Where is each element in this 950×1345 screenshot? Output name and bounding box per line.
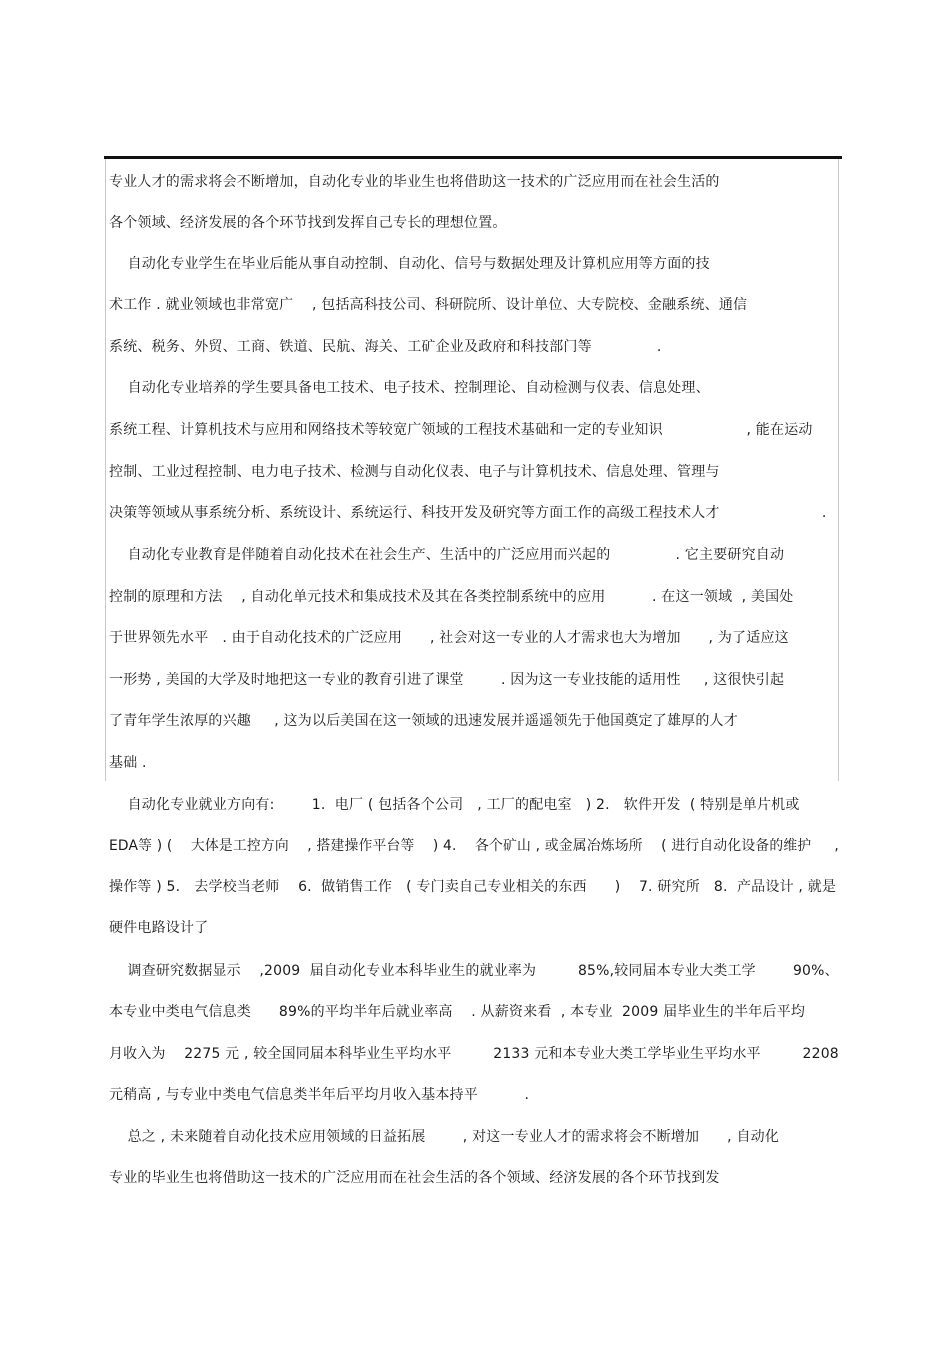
text-line: 了青年学生浓厚的兴趣 , 这为以后美国在这一领域的迅速发展并遥遥领先于他国奠定了雄厚的人才 [109,713,738,729]
text-line: 自动化专业就业方向有: 1. 电厂 ( 包括各个公司 , 工厂的配电室 ) 2. 软件开发 ( 特别是单片机或 [109,797,800,813]
text-line: 本专业中类电气信息类 89%的平均半年后就业率高 . 从薪资来看 , 本专业 2009 届毕业生的半年后平均 [109,1004,806,1020]
text-line: 各个领域、经济发展的各个环节找到发挥自己专长的理想位置。 [109,215,507,231]
text-line: 控制的原理和方法 , 自动化单元技术和集成技术及其在各类控制系统中的应用 . 在这一领域 , 美国处 [109,589,794,605]
text-line: 专业的毕业生也将借助这一技术的广泛应用而在社会生活的各个领域、经济发展的各个环节找到发 [109,1170,720,1186]
text-line: 调查研究数据显示 ,2009 届自动化专业本科毕业生的就业率为 85%,较同届本专业大类工学 90%、 [109,963,839,979]
text-line: 控制、工业过程控制、电力电子技术、检测与自动化仪表、电子与计算机技术、信息处理、管理与 [109,464,720,480]
text-line: 术工作 . 就业领域也非常宽广 , 包括高科技公司、科研院所、设计单位、大专院校、金融系统、通信 [109,297,748,313]
text-line: 自动化专业学生在毕业后能从事自动控制、自动化、信号与数据处理及计算机应用等方面的技 [109,256,710,272]
text-line: 决策等领域从事系统分析、系统设计、系统运行、科技开发及研究等方面工作的高级工程技术人才 . [109,505,827,521]
text-line: 月收入为 2275 元 , 较全国同届本科毕业生平均水平 2133 元和本专业大类工学毕业生平均水平 2208 [109,1046,839,1062]
text-line: 专业人才的需求将会不断增加，自动化专业的毕业生也将借助这一技术的广泛应用而在社会生活的 [109,174,720,190]
text-line: 总之 , 未来随着自动化技术应用领域的日益拓展 , 对这一专业人才的需求将会不断增加 , 自动化 [109,1129,780,1145]
text-line: 于世界领先水平 . 由于自动化技术的广泛应用 , 社会对这一专业的人才需求也大为增加 , 为了适应这 [109,630,789,646]
text-line: 自动化专业教育是伴随着自动化技术在社会生产、生活中的广泛应用而兴起的 . 它主要研究自动 [109,547,785,563]
text-line: 元稍高 , 与专业中类电气信息类半年后平均月收入基本持平 . [109,1087,530,1103]
text-line: 操作等 ) 5. 去学校当老师 6. 做销售工作 ( 专门卖自己专业相关的东西 ) 7. 研究所 8. 产品设计 , 就是 [109,879,837,895]
text-line: 自动化专业培养的学生要具备电工技术、电子技术、控制理论、自动检测与仪表、信息处理、 [109,380,710,396]
text-line: 系统工程、计算机技术与应用和网络技术等较宽广领域的工程技术基础和一定的专业知识 , 能在运动 [109,422,813,438]
text-line: 基础 . [109,755,147,771]
text-line: 一形势 , 美国的大学及时地把这一专业的教育引进了课堂 . 因为这一专业技能的适用性 , 这很快引起 [109,672,785,688]
text-line: 系统、税务、外贸、工商、铁道、民航、海关、工矿企业及政府和科技部门等 . [109,339,662,355]
text-line: 硬件电路设计了 [109,920,209,936]
text-line: EDA等 ) ( 大体是工控方向 , 搭建操作平台等 ) 4. 各个矿山 , 或金属冶炼场所 ( 进行自动化设备的维护 , [109,838,839,854]
